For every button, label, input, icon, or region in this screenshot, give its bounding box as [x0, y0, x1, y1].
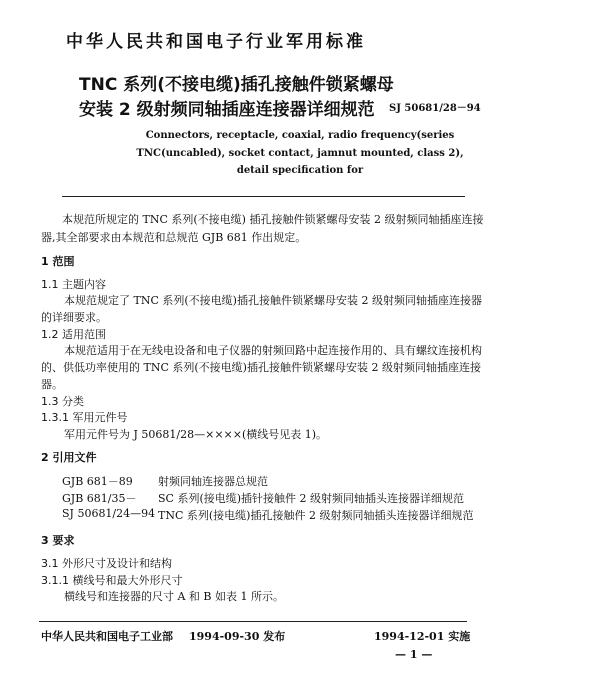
ref-title: 射频同轴连接器总规范 [158, 475, 268, 488]
title-en-line3: detail specification for [236, 165, 364, 176]
section-1-1-line1: 本规范规定了 TNC 系列(不接电缆)插孔接触件锁紧螺母安装 2 级射频同轴插座连接器 [64, 294, 482, 307]
standard-code: SJ 50681/28－94 [389, 103, 481, 114]
issue-date: 1994-09-30 发布 [189, 630, 286, 643]
intro-line2: 器,其全部要求由本规范和总规范 GJB 681 作出规定。 [41, 231, 307, 244]
section-1-3-heading: 1.3 分类 [41, 395, 84, 408]
section-1-1-line2: 的详细要求。 [41, 311, 107, 324]
section-2-heading: 2 引用文件 [41, 451, 97, 464]
section-1-2-line3: 器。 [41, 378, 63, 391]
intro-line1: 本规范所规定的 TNC 系列(不接电缆) 插孔接触件锁紧螺母安装 2 级射频同轴插座连接 [62, 213, 484, 226]
section-1-1-heading: 1.1 主题内容 [41, 278, 106, 291]
footer-divider [39, 621, 467, 622]
section-3-heading: 3 要求 [41, 534, 75, 547]
section-1-heading: 1 范围 [41, 255, 75, 268]
effective-date: 1994-12-01 实施 [374, 630, 471, 643]
page-number: — 1 — [395, 648, 433, 661]
section-1-3-1-heading: 1.3.1 军用元件号 [41, 411, 128, 424]
section-1-3-1-text: 军用元件号为 J 50681/28—××××(横线号见表 1)。 [64, 428, 328, 441]
ref-code: GJB 681－89 [62, 475, 133, 488]
title-zh-line2: 安装 2 级射频同轴插座连接器详细规范 [79, 100, 375, 120]
section-1-2-line1: 本规范适用于在无线电设备和电子仪器的射频回路中起连接作用的、具有螺纹连接机构 [64, 344, 482, 357]
title-zh-line1: TNC 系列(不接电缆)插孔接触件锁紧螺母 [79, 75, 394, 95]
section-3-1-1-text: 横线号和连接器的尺寸 A 和 B 如表 1 所示。 [64, 590, 285, 603]
section-3-1-heading: 3.1 外形尺寸及设计和结构 [41, 557, 172, 570]
section-3-1-1-heading: 3.1.1 横线号和最大外形尺寸 [41, 574, 183, 587]
issuing-authority: 中华人民共和国电子工业部 [41, 630, 173, 643]
section-1-2-heading: 1.2 适用范围 [41, 328, 106, 341]
ref-title: SC 系列(接电缆)插针接触件 2 级射频同轴插头连接器详细规范 [158, 492, 465, 505]
section-1-2-line2: 的、供低功率使用的 TNC 系列(不接电缆)插孔接触件锁紧螺母安装 2 级射频同轴插座连接 [41, 361, 481, 374]
header-divider [62, 196, 465, 197]
title-en-line2: TNC(uncabled), socket contact, jamnut mounted, class 2), [136, 148, 464, 159]
title-en-line1: Connectors, receptacle, coaxial, radio frequency(series [145, 130, 455, 141]
ref-code: SJ 50681/24—94 [62, 507, 156, 520]
ref-title: TNC 系列(接电缆)插孔接触件 2 级射频同轴插头连接器详细规范 [158, 509, 474, 522]
standard-type-header: 中华人民共和国电子行业军用标准 [66, 32, 366, 52]
ref-code: GJB 681/35－ [62, 492, 137, 505]
